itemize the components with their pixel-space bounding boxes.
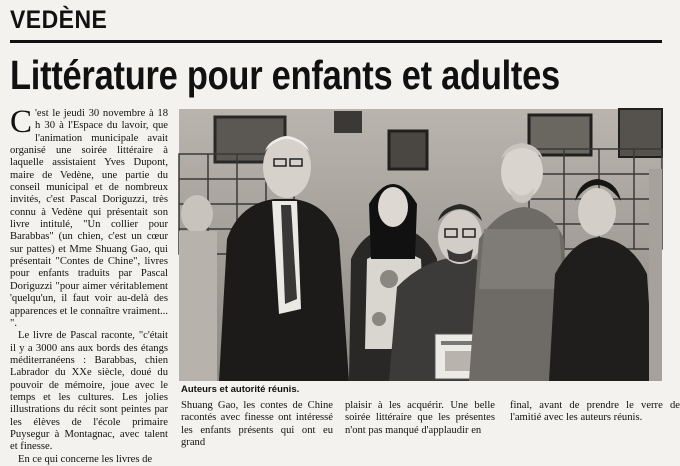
headline: Littérature pour enfants et adultes <box>10 52 560 98</box>
paragraph-2: Le livre de Pascal raconte, "c'était il y a 3000 ans aux bords des étangs méditerranéens : Barabbas, chien Labrador du XXe siècle, doué du pouvoir de mémoire, joue avec le temps et les cultures. Les jolies illustrations du récit sont peintes par les élèves de l'école primaire Puysegur à Montagnac, avec talent et finesse. <box>10 330 168 453</box>
article-column-3 <box>345 400 495 437</box>
paragraph-1-text: 'est le jeudi 30 novembre à 18 h 30 à l'Espace du lavoir, que l'animation municipale avait organisé une soirée littéraire à laquelle assistaient Yves Dupont, maire de Vedène, une partie du conseil municipal et de nombreux invités, c'est Pascal Doriguzzi, très connu à Vedène qui présentait son livre intitulé, "Un collier pour Barabbas" (un chien, c'est un cœur sur pattes) et Mme Shuang Gao, qui présentait "Contes de Chine", livres pour enfants traduits par Pascal Doriguzzi "pour aimer véritablement 'quelqu'un, il faut voir au-delà des apparences et le connaître vraiment... ". <box>10 108 168 329</box>
article-column-1 <box>10 104 168 466</box>
photo-illustration <box>179 109 662 381</box>
column-4-text: final, avant de prendre le verre de l'amitié avec les auteurs réunis. <box>510 400 680 424</box>
paragraph-3: En ce qui concerne les livres de <box>18 453 153 465</box>
article-column-2 <box>181 400 333 449</box>
column-3-text: plaisir à les acquérir. Une belle soirée littéraire que les présentes n'ont pas manqué d'applaudir en <box>345 400 495 436</box>
article-photo <box>179 109 662 381</box>
drop-cap: C <box>10 104 33 140</box>
article-column-4 <box>510 400 680 425</box>
photo-caption: Auteurs et autorité réunis. <box>181 384 300 395</box>
section-rule <box>10 40 662 43</box>
section-title: VEDÈNE <box>10 6 108 34</box>
column-2-text: Shuang Gao, les contes de Chine racontés avec finesse ont intéressé les enfants présents qui ont eu grand <box>181 400 333 448</box>
paragraph-1 <box>10 104 168 330</box>
